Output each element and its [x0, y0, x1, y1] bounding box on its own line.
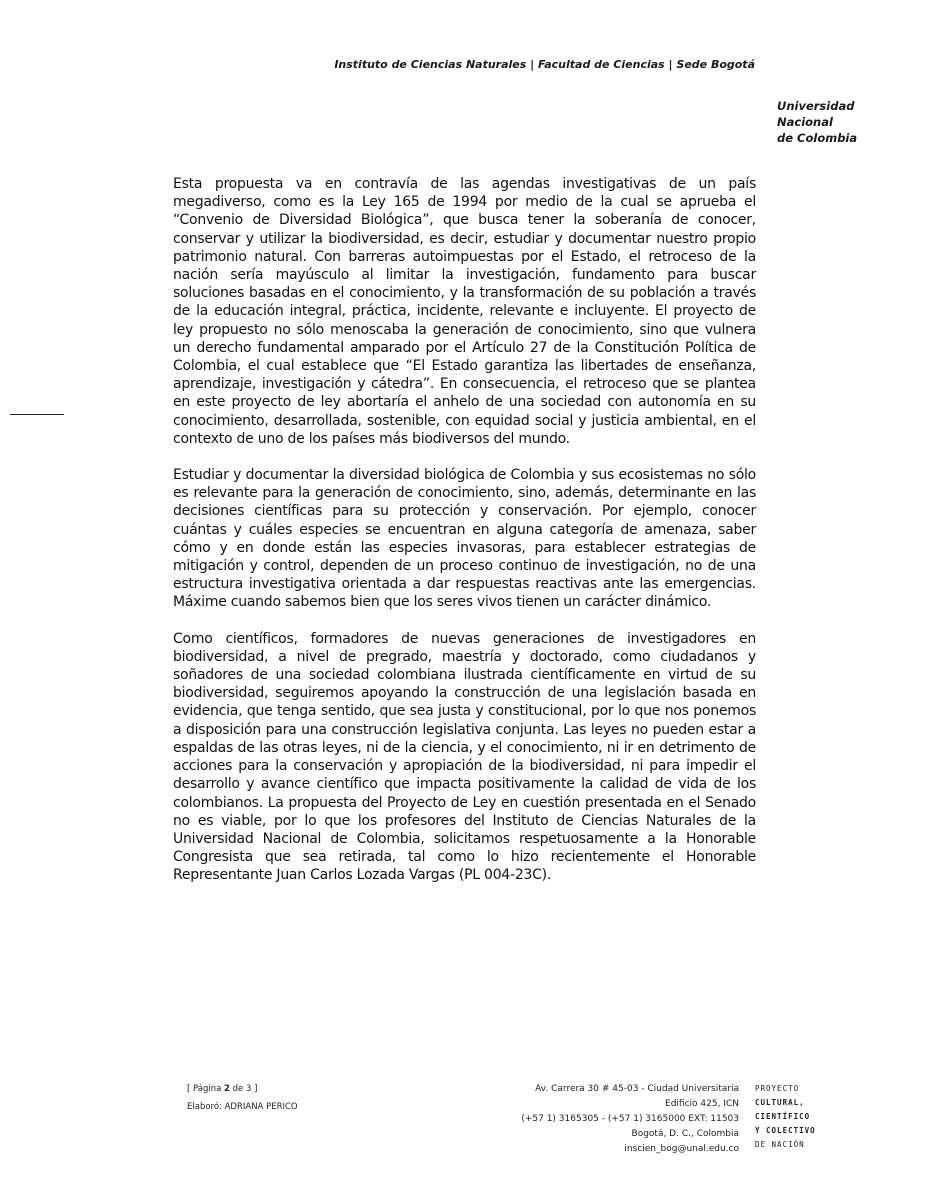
institute-header: Instituto de Ciencias Naturales | Facultad de Ciencias | Sede Bogotá: [334, 58, 755, 71]
letter-body: [173, 175, 756, 903]
proyecto-line-5: DE NACIÓN: [755, 1140, 805, 1149]
address-email[interactable]: inscien_bog@unal.edu.co: [624, 1144, 739, 1154]
page-current: 2: [224, 1084, 230, 1094]
university-line-2: Nacional: [777, 115, 833, 129]
proyecto-line-3: CIENTÍFICO: [755, 1112, 811, 1121]
paragraph-3: Como científicos, formadores de nuevas generaciones de investigadores en biodiversidad, a nivel de pregrado, maestría y doctorado, como ciudadanos y soñadores de una sociedad colombiana ilustrada científicamente en virtud de su biodiversidad, seguiremos apoyando la construcción de una legislación basada en evidencia, que tenga sentido, que sea justa y constitucional, por lo que nos ponemos a disposición para una construcción legislativa conjunta. Las leyes no pueden estar a espaldas de las otras leyes, ni de la ciencia, y el conocimiento, ni ir en detrimento de acciones para la conservación y apropiación de la biodiversidad, ni para impedir el desarrollo y avance científico que impacta positivamente la calidad de vida de los colombianos. La propuesta del Proyecto de Ley en cuestión presentada en el Senado no es viable, por lo que los profesores del Instituto de Ciencias Naturales de la Universidad Nacional de Colombia, solicitamos respetuosamente a la Honorable Congresista que sea retirada, tal como lo hizo recientemente el Honorable Representante Juan Carlos Lozada Vargas (PL 004-23C).: [173, 630, 756, 884]
proyecto-line-2: CULTURAL,: [755, 1098, 805, 1107]
address-line-2: Edificio 425, ICN: [665, 1099, 739, 1109]
page-number: [187, 1084, 257, 1094]
footer-address: [521, 1082, 739, 1157]
margin-fold-mark: [10, 414, 64, 415]
university-line-3: de Colombia: [777, 131, 858, 145]
address-line-1: Av. Carrera 30 # 45-03 - Ciudad Universitaria: [535, 1084, 739, 1094]
proyecto-line-4: Y COLECTIVO: [755, 1126, 816, 1135]
proyecto-line-1: PROYECTO: [755, 1084, 800, 1093]
proyecto-nacion-logo: [755, 1082, 816, 1152]
author-credit: Elaboró: ADRIANA PERICO: [187, 1102, 298, 1112]
page-suffix: de 3 ]: [229, 1084, 258, 1094]
address-phone: (+57 1) 3165305 - (+57 1) 3165000 EXT: 11503: [521, 1114, 739, 1124]
page-prefix: [ Página: [187, 1084, 225, 1094]
paragraph-1: Esta propuesta va en contravía de las agendas investigativas de un país megadiverso, como es la Ley 165 de 1994 por medio de la cual se aprueba el “Convenio de Diversidad Biológica”, que busca tener la soberanía de conocer, conservar y utilizar la biodiversidad, es decir, estudiar y documentar nuestro propio patrimonio natural. Con barreras autoimpuestas por el Estado, el retroceso de la nación sería mayúsculo al limitar la investigación, fundamento para buscar soluciones basadas en el conocimiento, y la transformación de su población a través de la educación integral, práctica, incidente, relevante e incluyente. El proyecto de ley propuesto no sólo menoscaba la generación de conocimiento, sino que vulnera un derecho fundamental amparado por el Artículo 27 de la Constitución Política de Colombia, el cual establece que “El Estado garantiza las libertades de enseñanza, aprendizaje, investigación y cátedra”. En consecuencia, el retroceso que se plantea en este proyecto de ley abortaría el anhelo de una sociedad con autonomía en su conocimiento, desarrollada, sostenible, con equidad social y justicia ambiental, en el contexto de uno de los países más biodiversos del mundo.: [173, 176, 756, 447]
university-line-1: Universidad: [777, 99, 855, 113]
university-name: [777, 98, 857, 146]
paragraph-2: Estudiar y documentar la diversidad biológica de Colombia y sus ecosistemas no sólo es relevante para la generación de conocimiento, sino, además, determinante en las decisiones científicas para su protección y conservación. Por ejemplo, conocer cuántas y cuáles especies se encuentran en alguna categoría de amenaza, saber cómo y en donde están las especies invasoras, para establecer estrategias de mitigación y control, dependen de un proceso continuo de investigación, no de una estructura investigativa orientada a dar respuestas reactivas ante las emergencias. Máxime cuando sabemos bien que los seres vivos tienen un carácter dinámico.: [173, 467, 756, 611]
address-city: Bogotá, D. C., Colombia: [631, 1129, 739, 1139]
